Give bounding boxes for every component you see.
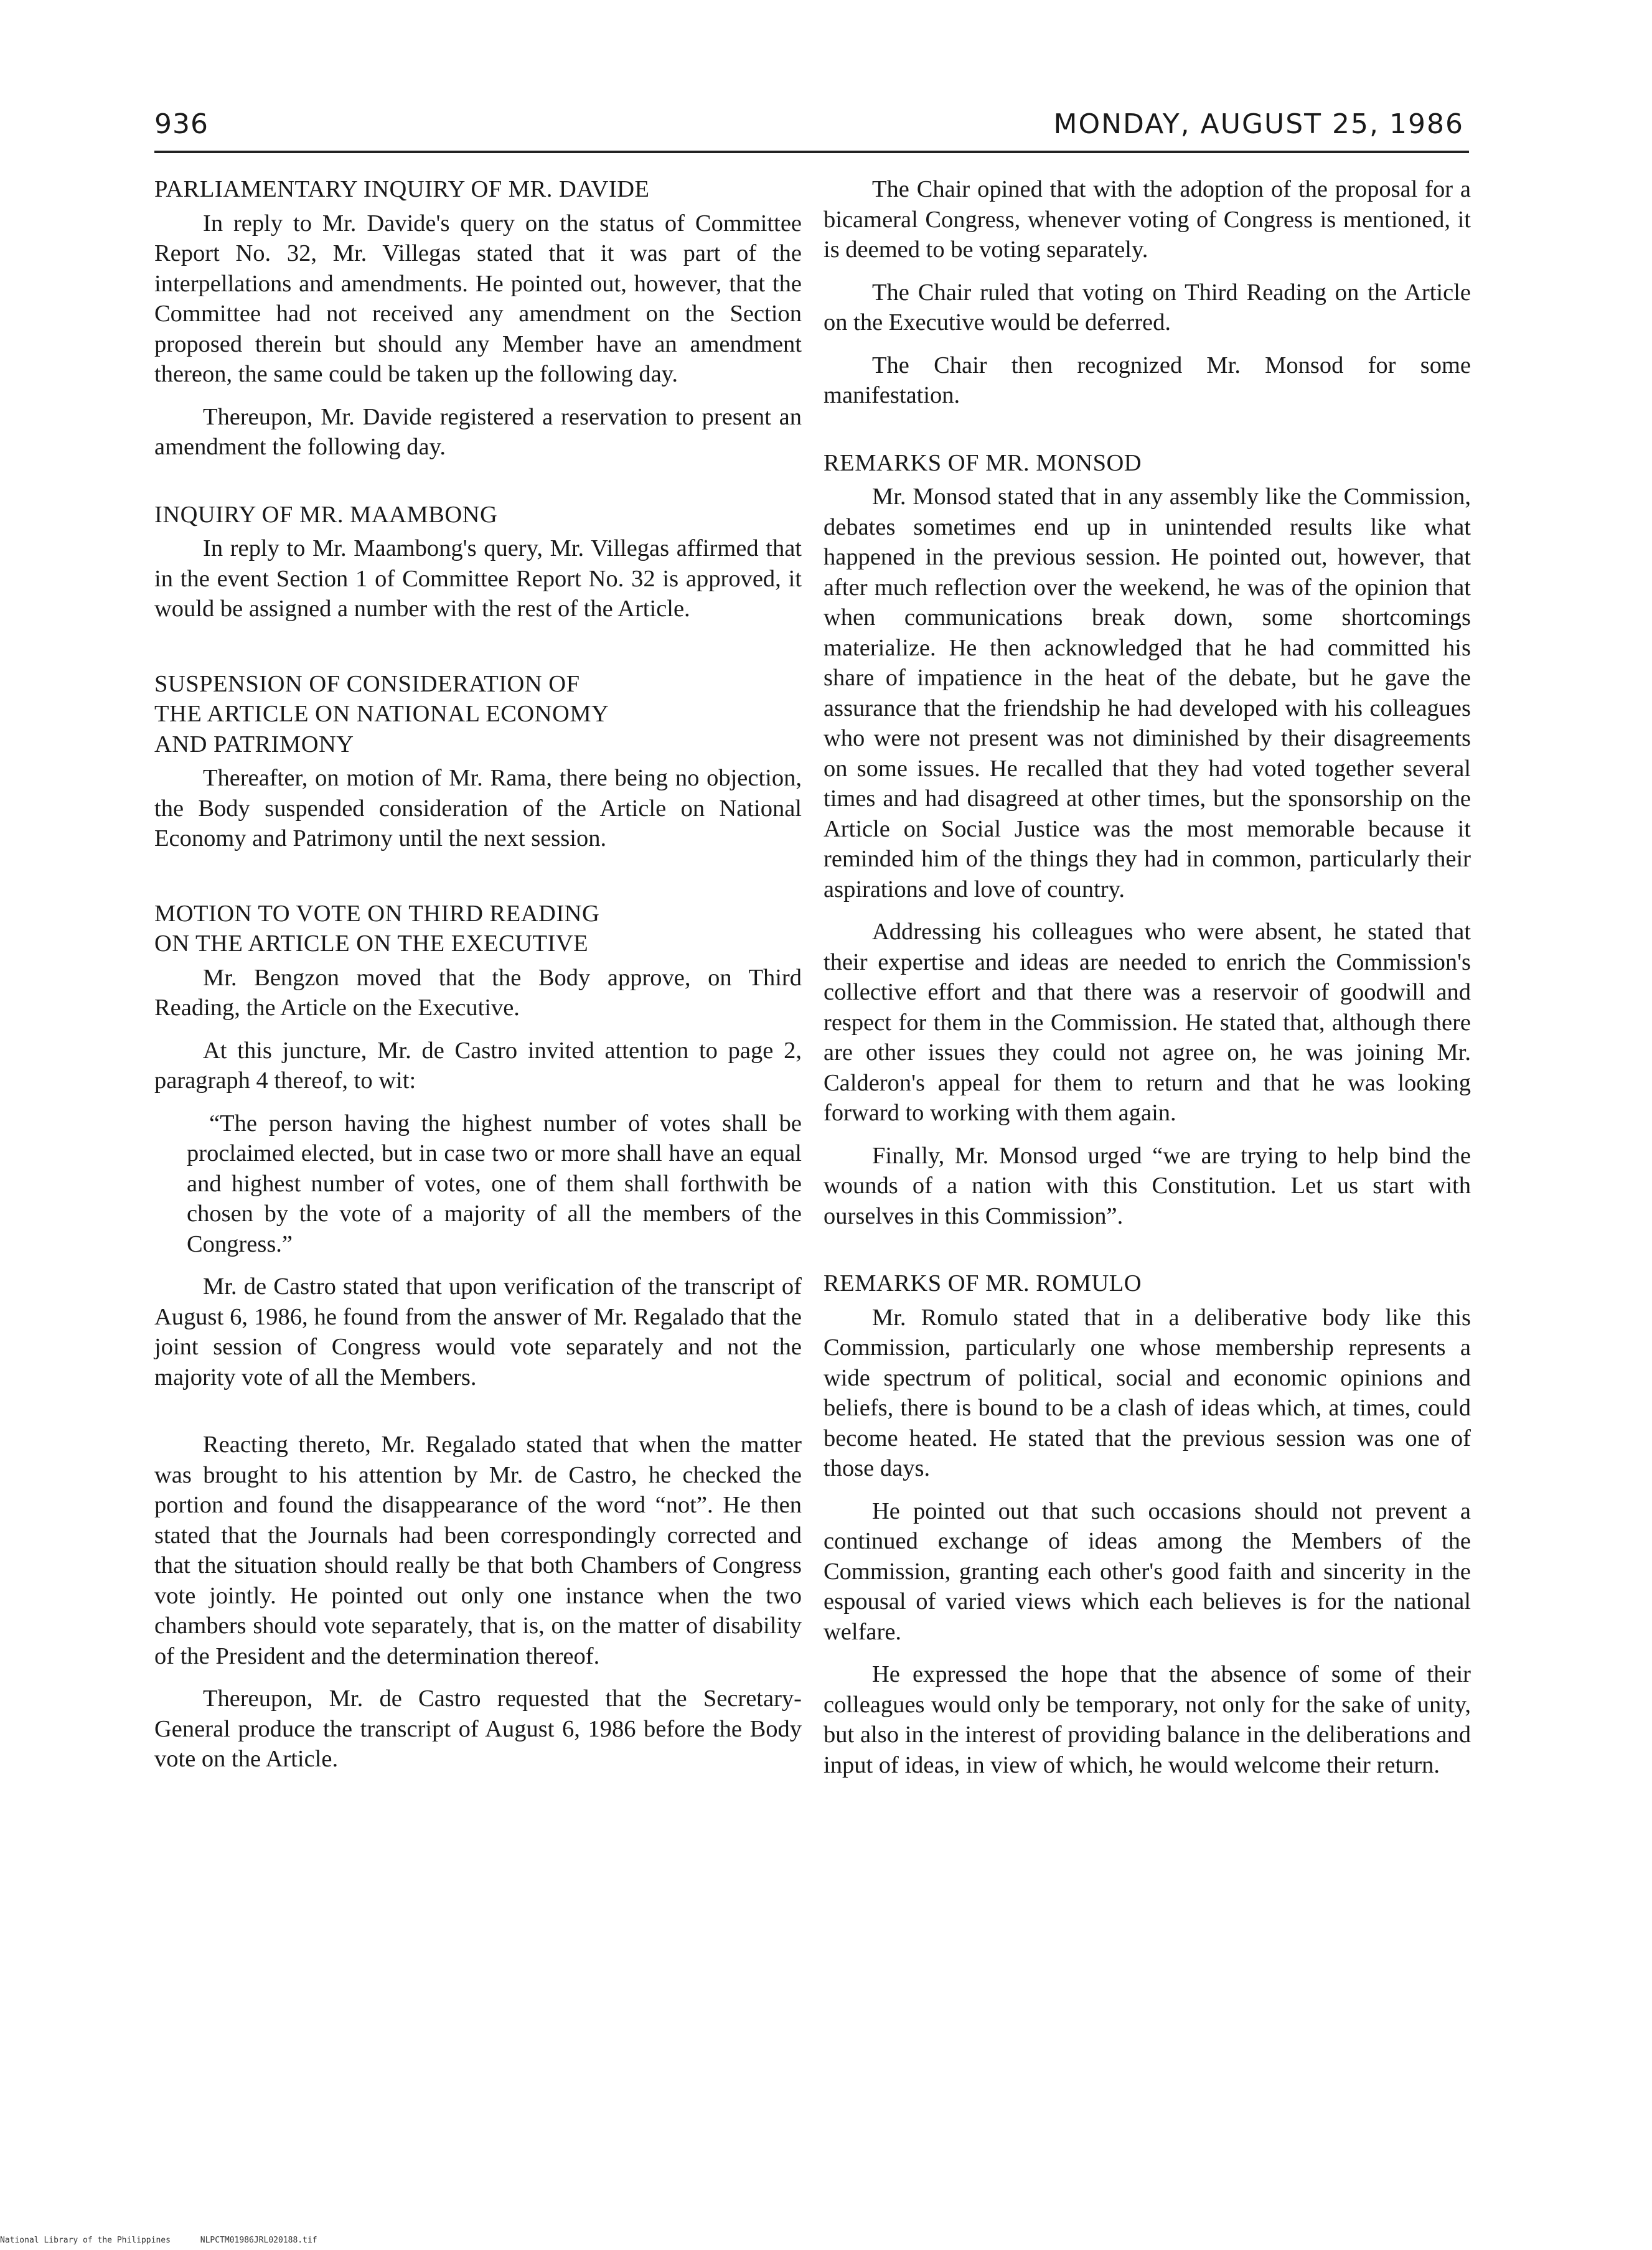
paragraph: Reacting thereto, Mr. Regalado stated that when the matter was brought to his attention by Mr. de Castro, he checked the portion and found the disappearance of the word “not”. He then stated that the Journals had been correspondingly corrected and that the situation should really be that both Chambers of Congress vote jointly. He pointed out only one instance when the two chambers should vote separately, that is, on the matter of disability of the President and the determination thereof. — [154, 1432, 802, 1669]
scan-footer — [0, 2236, 342, 2245]
paragraph: Mr. Romulo stated that in a deliberative body like this Commission, particularly one whose membership represents a wide spectrum of political, social and economic opinions and beliefs, there is bound to be a clash of ideas which, at times, could become heated. He stated that the previous session was one of those days. — [824, 1304, 1471, 1481]
section-heading: PARLIAMENTARY INQUIRY OF MR. DAVIDE — [154, 176, 650, 202]
paragraph: Finally, Mr. Monsod urged “we are trying to help bind the wounds of a nation with this Constitution. Let us start with ourselves in this Commission”. — [824, 1142, 1471, 1229]
heading-line: MOTION TO VOTE ON THIRD READING — [154, 900, 600, 927]
paragraph: Mr. Bengzon moved that the Body approve, on Third Reading, the Article on the Executive. — [154, 964, 802, 1021]
right-column — [824, 174, 1471, 1793]
paragraph: The Chair ruled that voting on Third Reading on the Article on the Executive would be deferred. — [824, 279, 1471, 335]
page-number: 936 — [154, 108, 209, 140]
quotation: “The person having the highest number of votes shall be proclaimed elected, but in case two or more shall have an equal and highest number of votes, one of them shall forthwith be chosen by the vote of a majority of all the members of the Congress.” — [187, 1110, 802, 1257]
paragraph: He pointed out that such occasions should not prevent a continued exchange of ideas among the Members of the Commission, granting each other's good faith and sincerity in the espousal of varied views which each believes is for the national welfare. — [824, 1498, 1471, 1645]
paragraph: He expressed the hope that the absence of some of their colleagues would only be temporary, not only for the sake of unity, but also in the interest of providing balance in the deliberations and input of ideas, in view of which, he would welcome their return. — [824, 1661, 1471, 1778]
heading-line: AND PATRIMONY — [154, 731, 354, 757]
left-column — [154, 174, 802, 1787]
paragraph: Mr. de Castro stated that upon verification of the transcript of August 6, 1986, he found from the answer of Mr. Regalado that the joint session of Congress would vote separately and not the majority vote of all the Members. — [154, 1273, 802, 1390]
paragraph: Mr. Monsod stated that in any assembly like the Commission, debates sometimes end up in unintended results like what happened in the previous session. He pointed out, however, that after much reflection over the weekend, he was of the opinion that when communications break down, some shortcomings materialize. He then acknowledged that he had committed his share of impatience in the heat of the debate, but he gave the assurance that the friendship he had developed with his colleagues who were not present was not diminished by their disagreements on some issues. He recalled that they had voted together several times and had disagreed at other times, but the sponsorship on the Article on Social Justice was the most memorable because it reminded him of the things they had in common, particularly their aspirations and love of country. — [824, 484, 1471, 902]
header-rule — [154, 151, 1469, 153]
section-heading: INQUIRY OF MR. MAAMBONG — [154, 501, 498, 528]
paragraph: Thereafter, on motion of Mr. Rama, there being no objection, the Body suspended consideration of the Article on National Economy and Patrimony until the next session. — [154, 765, 802, 851]
heading-line: SUSPENSION OF CONSIDERATION OF — [154, 670, 580, 697]
paragraph: Thereupon, Mr. de Castro requested that the Secretary-General produce the transcript of August 6, 1986 before the Body vote on the Article. — [154, 1685, 802, 1772]
paragraph: Addressing his colleagues who were absent, he stated that their expertise and ideas are needed to enrich the Commission's collective effort and that there was a reservoir of goodwill and respect for them in the Commission. He stated that, although there are other issues they could not agree on, he was joining Mr. Calderon's appeal for them to return and that he was looking forward to working with them again. — [824, 919, 1471, 1126]
section-heading — [154, 899, 802, 959]
section-heading: REMARKS OF MR. MONSOD — [824, 449, 1142, 476]
paragraph: In reply to Mr. Davide's query on the status of Committee Report No. 32, Mr. Villegas stated that it was part of the interpellations and amendments. He pointed out, however, that the Committee had not received any amendment on the Section proposed therein but should any Member have an amendment thereon, the same could be taken up the following day. — [154, 210, 802, 387]
heading-line: THE ARTICLE ON NATIONAL ECONOMY — [154, 701, 609, 727]
paragraph: At this juncture, Mr. de Castro invited attention to page 2, paragraph 4 thereof, to wit: — [154, 1037, 802, 1094]
section-heading — [154, 669, 802, 760]
section-heading: REMARKS OF MR. ROMULO — [824, 1270, 1142, 1296]
page-date: MONDAY, AUGUST 25, 1986 — [1053, 108, 1464, 140]
file-name: NLPCTM01986JRL020188.tif — [200, 2236, 317, 2245]
paragraph: In reply to Mr. Maambong's query, Mr. Villegas affirmed that in the event Section 1 of Committee Report No. 32 is approved, it would be assigned a number with the rest of the Article. — [154, 535, 802, 622]
paragraph: The Chair then recognized Mr. Monsod for some manifestation. — [824, 352, 1471, 408]
library-credit: National Library of the Philippines — [0, 2236, 171, 2245]
heading-line: ON THE ARTICLE ON THE EXECUTIVE — [154, 930, 589, 957]
paragraph: The Chair opined that with the adoption of the proposal for a bicameral Congress, whenever voting of Congress is mentioned, it is deemed to be voting separately. — [824, 176, 1471, 263]
paragraph: Thereupon, Mr. Davide registered a reservation to present an amendment the following day. — [154, 403, 802, 460]
